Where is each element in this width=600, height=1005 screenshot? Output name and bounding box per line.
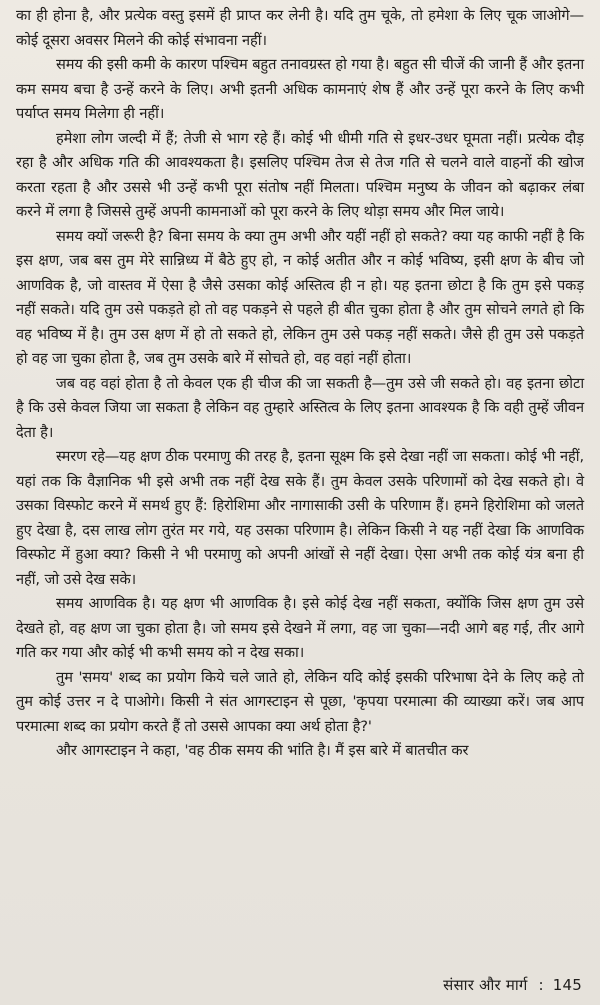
page-number: 145 (552, 976, 582, 994)
body-text (16, 4, 584, 764)
paragraph-5: जब वह वहां होता है तो केवल एक ही चीज की जा सकती है—तुम उसे जी सकते हो। वह इतना छोटा है कि उसे केवल जिया जा सकता है लेकिन वह तुम्हारे अस्तित्व के लिए इतना आवश्यक है कि वही तुम्हें जीवन देता है। (16, 374, 584, 441)
paragraph-4: समय क्यों जरूरी है? बिना समय के क्या तुम अभी और यहीं नहीं हो सकते? क्या यह काफी नहीं है कि इस क्षण, जब बस तुम मेरे सान्निध्य में बैठे हुए हो, न कोई अतीत और न कोई भविष्य, इसी क्षण के बीच जो आणविक है, जो वास्तव में ऐसा है जैसे उसका कोई अस्तित्व ही न हो। यह इतना छोटा है कि तुम इसे पकड़ नहीं सकते। यदि तुम उसे पकड़ते हो तो वह पकड़ने से पहले ही बीत चुका होता है और तुम सोचने लगते हो कि वह भविष्य में है। तुम उस क्षण में हो तो सकते हो, लेकिन तुम उसे पकड़ नहीं सकते। जैसे ही तुम उसे पकड़ते हो वह जा चुका होता है, जब तुम उसके बारे में सोचते हो, वह वहां नहीं होता। (16, 227, 584, 367)
paragraph-1: का ही होना है, और प्रत्येक वस्तु इसमें ही प्राप्त कर लेनी है। यदि तुम चूके, तो हमेशा के लिए चूक जाओगे—कोई दूसरा अवसर मिलने की कोई संभावना नहीं। (16, 7, 584, 49)
paragraph-9: और आगस्टाइन ने कहा, 'वह ठीक समय की भांति है। मैं इस बारे में बातचीत कर (56, 742, 469, 759)
paragraph-8: तुम 'समय' शब्द का प्रयोग किये चले जाते हो, लेकिन यदि कोई इसकी परिभाषा देने के लिए कहे तो तुम कोई उत्तर न दे पाओगे। किसी ने संत आगस्टाइन से पूछा, 'कृपया परमात्मा की व्याख्या करें। जब आप परमात्मा शब्द का प्रयोग करते हैं तो उससे आपका क्या अर्थ होता है?' (16, 668, 584, 735)
paragraph-6: स्मरण रहे—यह क्षण ठीक परमाणु की तरह है, इतना सूक्ष्म कि इसे देखा नहीं जा सकता। कोई भी नहीं, यहां तक कि वैज्ञानिक भी इसे अभी तक नहीं देख सके हैं। तुम केवल उसके परिणामों को देख सकते हो। वे उसका विस्फोट करने में समर्थ हुए हैं: हिरोशिमा और नागासाकी उसी के परिणाम हैं। हमने हिरोशिमा को जलते हुए देखा है, दस लाख लोग तुरंत मर गये, यह उसका परिणाम है। लेकिन किसी ने यह नहीं देखा कि आणविक विस्फोट में हुआ क्या? किसी ने भी परमाणु को अपनी आंखों से नहीं देखा। ऐसा अभी तक कोई यंत्र बना ही नहीं, जो उसे देख सके। (16, 448, 584, 588)
book-title: संसार और मार्ग (443, 976, 528, 994)
paragraph-3: हमेशा लोग जल्दी में हैं; तेजी से भाग रहे हैं। कोई भी धीमी गति से इधर-उधर घूमता नहीं। प्रत्येक दौड़ रहा है और अधिक गति की आवश्यकता है। इसलिए पश्चिम तेज से तेज गति से चलने वाले वाहनों की खोज करता रहता है और उससे भी उन्हें कभी पूरा संतोष नहीं मिलता। पश्चिम मनुष्य के जीवन को बढ़ाकर लंबा करने में लगा है जिससे तुम्हें अपनी कामनाओं को पूरा करने के लिए थोड़ा समय और मिल जाये। (16, 129, 584, 220)
paragraph-7: समय आणविक है। यह क्षण भी आणविक है। इसे कोई देख नहीं सकता, क्योंकि जिस क्षण तुम उसे देखते हो, वह क्षण जा चुका होता है। जो समय इसे देखने में लगा, वह जा चुका—नदी आगे बह गई, तीर आगे गति कर गया और कोई भी कभी समय को न देख सका। (16, 595, 584, 661)
footer-separator: : (538, 976, 544, 994)
page-footer (443, 973, 582, 997)
paragraph-2: समय की इसी कमी के कारण पश्चिम बहुत तनावग्रस्त हो गया है। बहुत सी चीजें की जानी हैं और इतना कम समय बचा है उन्हें करने के लिए। अभी इतनी अधिक कामनाएं शेष हैं और उन्हें पूरा करने के लिए कभी पर्याप्त समय मिलेगा ही नहीं। (16, 56, 584, 122)
